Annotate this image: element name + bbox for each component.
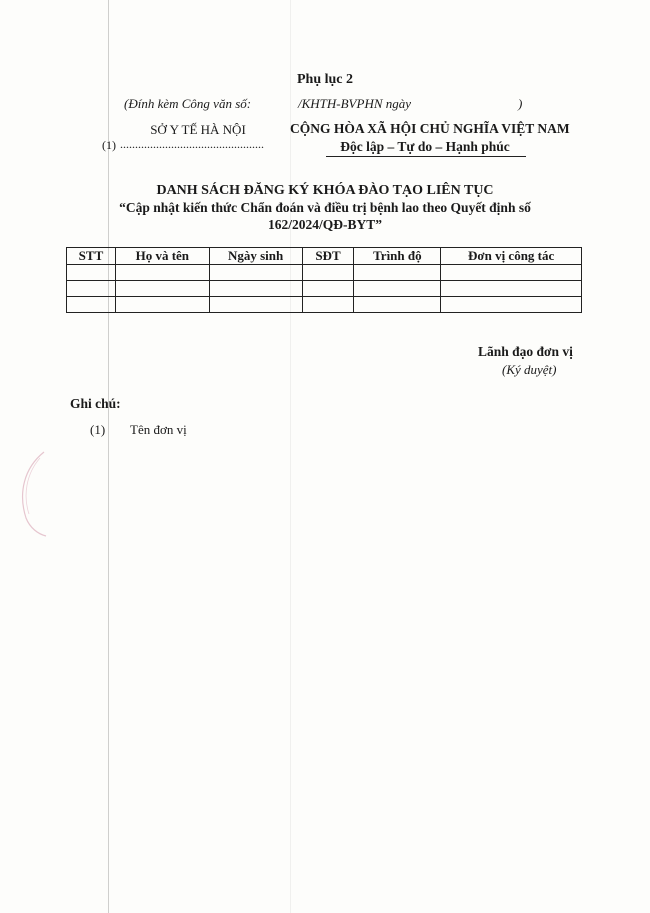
table-cell (67, 281, 116, 297)
table-row (67, 297, 582, 313)
table-cell (302, 297, 354, 313)
table-cell (302, 265, 354, 281)
notes-heading: Ghi chú: (70, 396, 121, 411)
attachment-close-paren: ) (518, 96, 523, 111)
column-header-phone: SĐT (302, 248, 354, 265)
agency-name: SỞ Y TẾ HÀ NỘI (150, 122, 246, 137)
table-cell (115, 265, 209, 281)
note-marker: (1) (90, 422, 106, 437)
document-title: DANH SÁCH ĐĂNG KÝ KHÓA ĐÀO TẠO LIÊN TỤC (156, 183, 494, 198)
table-cell (209, 281, 302, 297)
table-cell (441, 297, 582, 313)
table-cell (354, 265, 441, 281)
national-motto: Độc lập – Tự do – Hạnh phúc (340, 139, 510, 154)
registration-table (66, 247, 582, 313)
attachment-label: (Đính kèm Công văn số: (124, 96, 252, 111)
note-text: Tên đơn vị (130, 422, 187, 437)
table-cell (115, 281, 209, 297)
republic-heading: CỘNG HÒA XÃ HỘI CHỦ NGHĨA VIỆT NAM (290, 121, 570, 136)
attachment-reference: /KHTH-BVPHN ngày (298, 96, 412, 111)
table-header-row (67, 248, 582, 265)
course-title-line-1: “Cập nhật kiến thức Chẩn đoán và điều trị bệnh lao theo Quyết định số (119, 200, 531, 215)
signer-title: Lãnh đạo đơn vị (478, 344, 573, 359)
appendix-title: Phụ lục 2 (296, 72, 353, 87)
column-header-stt: STT (67, 248, 116, 265)
faded-stamp-mark (14, 448, 50, 538)
table-row (67, 281, 582, 297)
course-title-line-2: 162/2024/QĐ-BYT” (267, 217, 382, 232)
signer-note: (Ký duyệt) (502, 362, 557, 377)
table-cell (302, 281, 354, 297)
column-header-qualification: Trình độ (354, 248, 441, 265)
table-cell (209, 265, 302, 281)
table-cell (441, 281, 582, 297)
table-row (67, 265, 582, 281)
column-header-birth-date: Ngày sinh (209, 248, 302, 265)
scan-fold-line (108, 0, 109, 913)
column-header-full-name: Họ và tên (115, 248, 209, 265)
table-cell (354, 281, 441, 297)
table-cell (354, 297, 441, 313)
table-cell (67, 265, 116, 281)
table-cell (115, 297, 209, 313)
unit-name-blank: ................................................ (120, 137, 264, 151)
table-cell (441, 265, 582, 281)
unit-marker: (1) (102, 138, 116, 152)
column-header-workplace: Đơn vị công tác (441, 248, 582, 265)
table-cell (209, 297, 302, 313)
table-cell (67, 297, 116, 313)
motto-underline (326, 156, 526, 157)
